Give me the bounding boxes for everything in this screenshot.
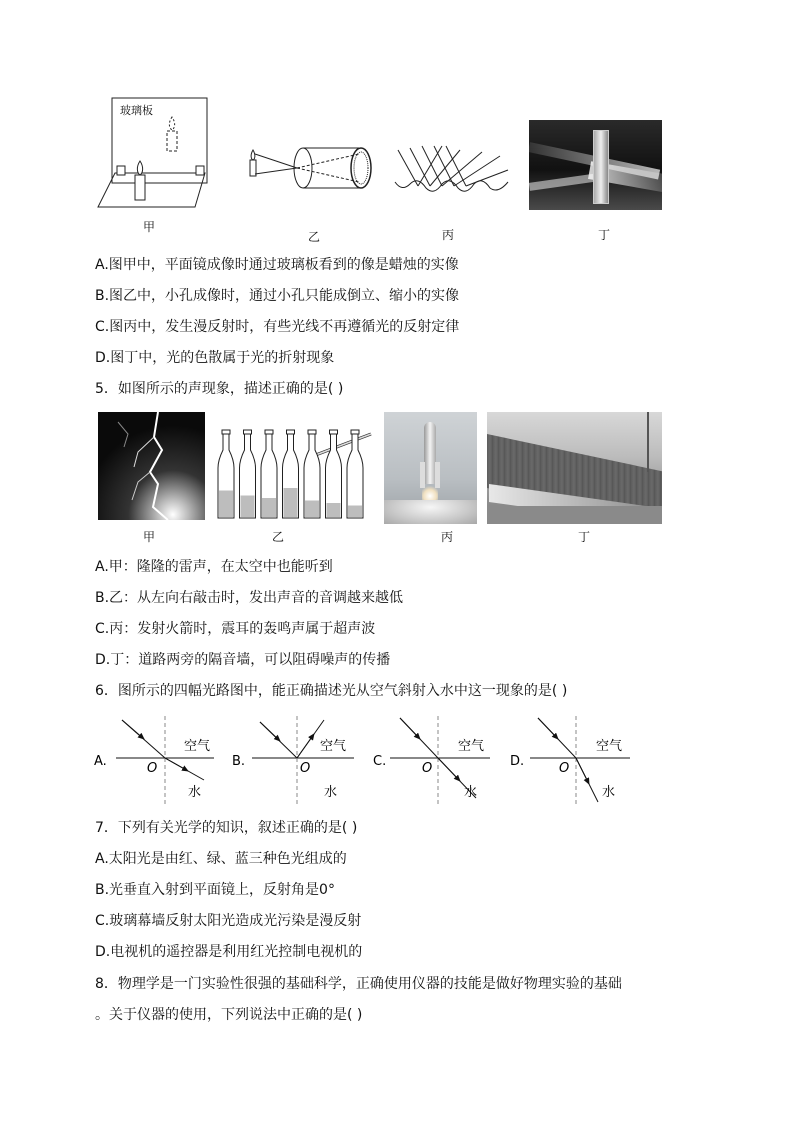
q7-option-d: D.电视机的遥控器是利用红光控制电视机的 (95, 944, 363, 960)
q5-caption-ding: 丁 (578, 530, 591, 544)
figure-rocket-photo (384, 412, 477, 524)
q6-diagram-a (94, 716, 214, 804)
bottle-mouth (287, 430, 295, 434)
bottle-water (348, 506, 362, 518)
q5-option-c: C.丙：发射火箭时，震耳的轰鸣声属于超声波 (95, 621, 376, 637)
q6-air-label-c: 空气 (458, 739, 485, 754)
q6-water-label-a: 水 (188, 785, 202, 800)
bottle-water (305, 501, 319, 518)
q6-light-path-diagrams (92, 712, 637, 807)
q4-option-c: C.图丙中，发生漫反射时，有些光线不再遵循光的反射定律 (95, 319, 460, 335)
q6-air-label-a: 空气 (184, 739, 211, 754)
q6-air-label-d: 空气 (596, 739, 623, 754)
q5-caption-yi: 乙 (272, 530, 285, 544)
glass-board-label: 玻璃板 (120, 104, 153, 117)
bottle (347, 432, 363, 518)
q6-stem: 6．图所示的四幅光路图中，能正确描述光从空气斜射入水中这一现象的是( ) (95, 683, 568, 699)
q6-origin-a: O (147, 761, 158, 776)
figure-prism-dispersion-photo (529, 120, 662, 210)
q5-option-d: D.丁：道路两旁的隔音墙，可以阻碍噪声的传播 (95, 652, 391, 668)
figure-noise-barrier-photo (487, 412, 662, 524)
q5-caption-jia: 甲 (143, 530, 156, 544)
q5-option-a: A.甲：隆隆的雷声，在太空中也能听到 (95, 559, 333, 575)
bottle-mouth (351, 430, 359, 434)
figure-pinhole-camera (247, 140, 382, 195)
q5-caption-bing: 丙 (441, 530, 454, 544)
q6-water-label-d: 水 (602, 785, 616, 800)
bottle-mouth (330, 430, 338, 434)
q6-letter-a: A. (94, 754, 107, 769)
q6-letter-c: C. (373, 754, 387, 769)
q7-option-b: B.光垂直入射到平面镜上，反射角是0° (95, 882, 335, 898)
q6-letter-b: B. (232, 754, 246, 769)
fig4-caption-bing: 丙 (442, 228, 455, 242)
q5-stem: 5．如图所示的声现象，描述正确的是( ) (95, 381, 344, 397)
bottle-mouth (222, 430, 230, 434)
fig4-caption-jia: 甲 (143, 220, 156, 234)
q8-stem-line2: 。关于仪器的使用，下列说法中正确的是( ) (95, 1007, 363, 1023)
q7-option-a: A.太阳光是由红、绿、蓝三种色光组成的 (95, 851, 347, 867)
figure-lightning-photo (98, 412, 205, 520)
q4-option-b: B.图乙中，小孔成像时，通过小孔只能成倒立、缩小的实像 (95, 288, 460, 304)
q6-diagram-b (232, 716, 354, 804)
q6-air-label-b: 空气 (320, 739, 347, 754)
q6-water-label-c: 水 (464, 785, 478, 800)
q4-option-a: A.图甲中，平面镜成像时通过玻璃板看到的像是蜡烛的实像 (95, 257, 459, 273)
figure-diffuse-reflection (390, 140, 515, 200)
q6-letter-d: D. (510, 754, 525, 769)
q6-diagram-c (373, 716, 490, 804)
q6-origin-d: O (559, 761, 570, 776)
q5-option-b: B.乙：从左向右敲击时，发出声音的音调越来越低 (95, 590, 404, 606)
q6-diagram-d (510, 716, 630, 804)
bottle-mouth (308, 430, 316, 434)
q4-option-d: D.图丁中，光的色散属于光的折射现象 (95, 350, 335, 366)
bottle-water (284, 488, 298, 517)
q6-origin-c: O (422, 761, 433, 776)
q7-option-c: C.玻璃幕墙反射太阳光造成光污染是漫反射 (95, 913, 362, 929)
bottle-mouth (244, 430, 252, 434)
bottle-water (327, 503, 341, 517)
figure-water-bottles (215, 428, 375, 523)
bottle-mouth (265, 430, 273, 434)
fig4-caption-ding: 丁 (598, 228, 611, 242)
fig4-caption-yi: 乙 (308, 230, 321, 244)
figure-mirror-experiment (95, 95, 215, 215)
q8-stem-line1: 8．物理学是一门实验性很强的基础科学，正确使用仪器的技能是做好物理实验的基础 (95, 976, 622, 992)
bottle-water (219, 491, 233, 518)
bottle-water (262, 498, 276, 517)
q6-origin-b: O (300, 761, 311, 776)
q6-water-label-b: 水 (324, 785, 338, 800)
bottle-water (241, 496, 255, 518)
q7-stem: 7．下列有关光学的知识，叙述正确的是( ) (95, 820, 358, 836)
